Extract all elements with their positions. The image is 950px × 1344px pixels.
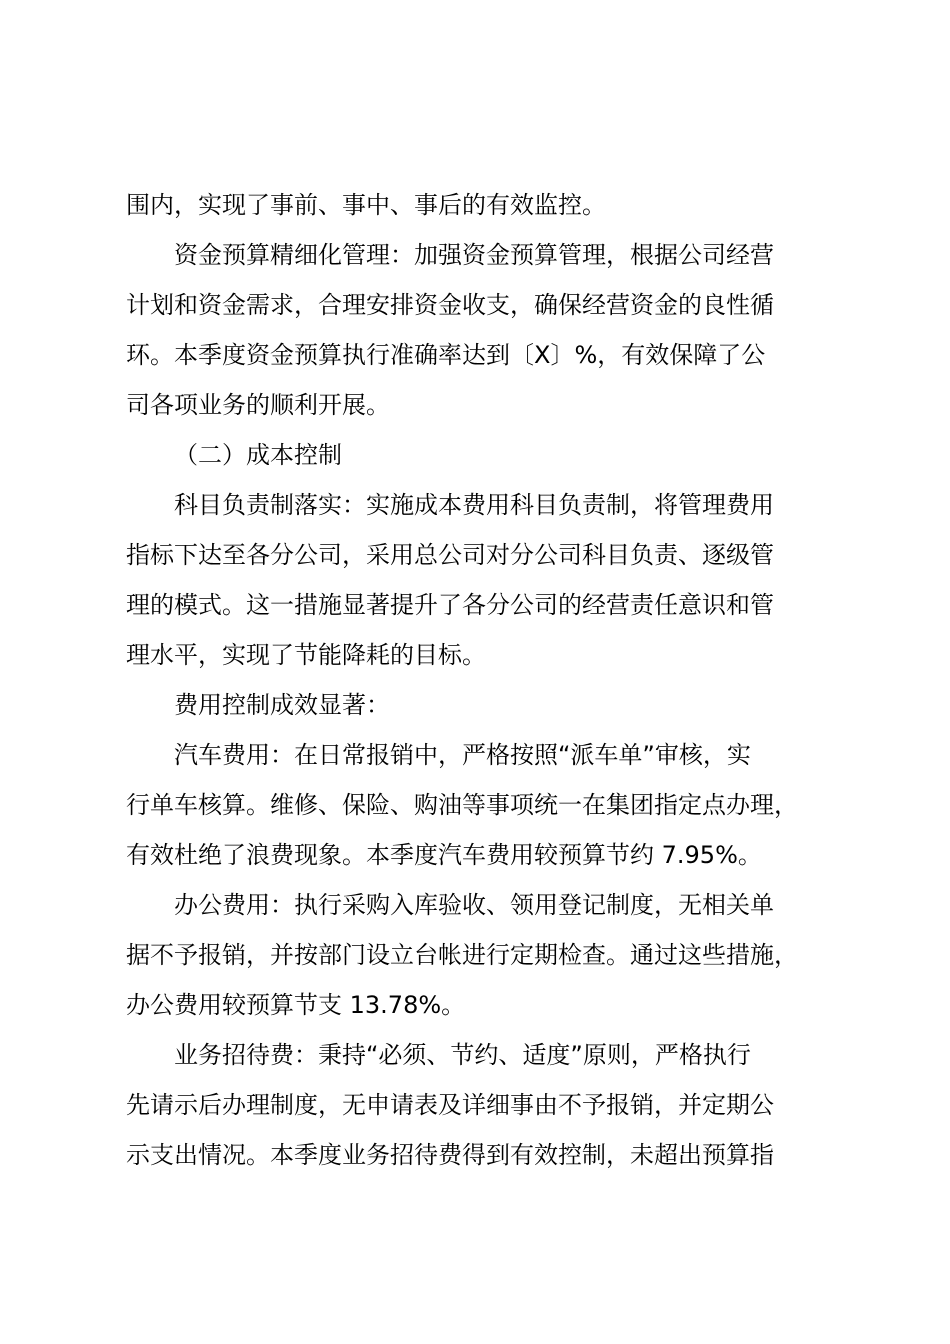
paragraph-line: 资金预算精细化管理：加强资金预算管理，根据公司经营 <box>174 241 774 269</box>
paragraph-line: 汽车费用：在日常报销中，严格按照“派车单”审核，实 <box>174 741 751 769</box>
paragraph-line: 示支出情况。本季度业务招待费得到有效控制，未超出预算指 <box>126 1141 774 1169</box>
paragraph-line: 理水平，实现了节能降耗的目标。 <box>126 641 486 669</box>
paragraph-line: 指标下达至各分公司，采用总公司对分公司科目负责、逐级管 <box>126 541 774 569</box>
paragraph-line: 业务招待费：秉持“必须、节约、适度”原则，严格执行 <box>174 1041 751 1069</box>
paragraph-line: 科目负责制落实：实施成本费用科目负责制，将管理费用 <box>174 491 774 519</box>
paragraph-line: 办公费用较预算节支 13.78%。 <box>126 991 466 1019</box>
paragraph-line: 环。本季度资金预算执行准确率达到〔X〕%，有效保障了公 <box>126 341 766 369</box>
paragraph-line: 计划和资金需求，合理安排资金收支，确保经营资金的良性循 <box>126 291 774 319</box>
paragraph-line: 费用控制成效显著： <box>174 691 390 719</box>
paragraph-line: 据不予报销，并按部门设立台帐进行定期检查。通过这些措施， <box>126 941 798 969</box>
paragraph-line: 先请示后办理制度，无申请表及详细事由不予报销，并定期公 <box>126 1091 774 1119</box>
paragraph-line: 理的模式。这一措施显著提升了各分公司的经营责任意识和管 <box>126 591 774 619</box>
paragraph-line: 围内，实现了事前、事中、事后的有效监控。 <box>126 191 606 219</box>
document-body <box>126 180 836 1180</box>
paragraph-line: 办公费用：执行采购入库验收、领用登记制度，无相关单 <box>174 891 774 919</box>
section-heading: （二）成本控制 <box>174 441 342 469</box>
paragraph-line: 司各项业务的顺利开展。 <box>126 391 390 419</box>
paragraph-line: 行单车核算。维修、保险、购油等事项统一在集团指定点办理， <box>126 791 798 819</box>
paragraph-line: 有效杜绝了浪费现象。本季度汽车费用较预算节约 7.95%。 <box>126 841 762 869</box>
